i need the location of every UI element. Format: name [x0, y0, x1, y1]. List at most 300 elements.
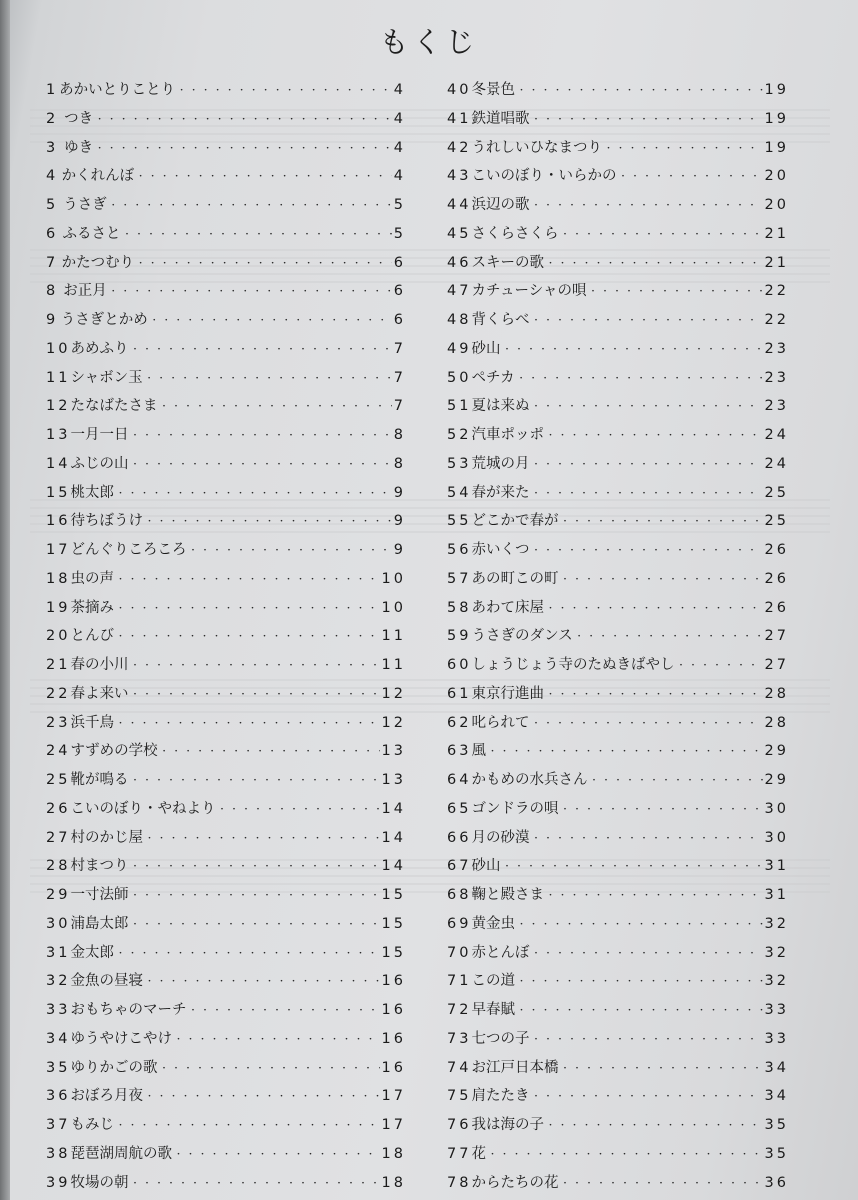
- toc-entry-title: うさぎのダンス: [471, 628, 573, 645]
- dot-leader: [145, 1087, 380, 1103]
- toc-entry: [447, 854, 789, 883]
- toc-entry-title: あめふり: [70, 340, 129, 357]
- dot-leader: [174, 1145, 380, 1161]
- toc-entry: [447, 164, 789, 193]
- toc-entry-number: 78: [447, 1174, 472, 1191]
- toc-entry-number: 56: [447, 542, 472, 558]
- toc-entry: [447, 107, 789, 136]
- toc-entry-number: 64: [447, 772, 472, 788]
- dot-leader: [177, 81, 392, 97]
- toc-entry-title: 金太郎: [70, 944, 114, 961]
- toc-entry: [447, 366, 789, 395]
- toc-column-left: [46, 78, 406, 1199]
- toc-entry-title: 浜辺の歌: [471, 197, 530, 213]
- toc-column-right: [447, 78, 789, 1199]
- toc-entry-number: 38: [46, 1145, 71, 1162]
- toc-entry-number: 7: [46, 254, 59, 271]
- toc-entry-page: 26: [764, 542, 789, 558]
- toc-entry: [46, 164, 406, 193]
- toc-entry-page: 33: [764, 1030, 789, 1047]
- toc-entry-page: 15: [381, 944, 406, 961]
- toc-entry-title: 砂山: [471, 858, 501, 875]
- toc-entry-title: 待ちぼうけ: [70, 513, 143, 530]
- dot-leader: [575, 627, 763, 643]
- dot-leader: [517, 369, 763, 385]
- dot-leader: [546, 426, 763, 442]
- toc-entry-title: お江戸日本橋: [471, 1059, 559, 1076]
- toc-entry-title: 鞠と殿さま: [471, 887, 544, 903]
- toc-entry-title: おぼろ月夜: [70, 1088, 143, 1105]
- toc-entry-number: 62: [447, 714, 472, 731]
- dot-leader: [130, 771, 379, 787]
- dot-leader: [502, 340, 762, 356]
- dot-leader: [145, 369, 392, 385]
- toc-entry-title: しょうじょう寺のたぬきばやし: [471, 657, 675, 673]
- toc-entry-number: 11: [46, 369, 71, 386]
- toc-entry-number: 35: [46, 1059, 71, 1076]
- dot-leader: [517, 1001, 763, 1017]
- toc-entry-number: 44: [447, 197, 472, 213]
- toc-entry-page: 8: [393, 427, 406, 443]
- dot-leader: [130, 685, 379, 701]
- dot-leader: [95, 110, 392, 126]
- toc-entry-page: 10: [381, 599, 406, 616]
- toc-entry-number: 20: [46, 628, 71, 645]
- toc-entry-page: 22: [764, 312, 789, 328]
- toc-entry-number: 51: [447, 398, 472, 415]
- toc-entry-number: 34: [46, 1030, 71, 1047]
- toc-entry: [46, 653, 406, 682]
- toc-entry-title: ゆき: [64, 139, 94, 156]
- toc-entry-number: 45: [447, 225, 472, 242]
- toc-entry-number: 32: [46, 973, 71, 990]
- toc-entry-page: 10: [381, 570, 406, 587]
- dot-leader: [488, 742, 763, 758]
- toc-entry: [46, 739, 406, 768]
- toc-entry-number: 75: [447, 1088, 472, 1105]
- toc-entry-title: 叱られて: [471, 714, 530, 731]
- toc-entry-title: 浜千鳥: [70, 714, 114, 731]
- toc-entry-number: 14: [46, 455, 71, 472]
- toc-entry: [447, 941, 789, 970]
- toc-entry-number: 70: [447, 944, 472, 961]
- toc-entry: [46, 1027, 406, 1056]
- toc-entry-page: 26: [764, 599, 789, 616]
- toc-entry-number: 6: [46, 225, 59, 242]
- toc-entry-number: 65: [447, 800, 472, 817]
- toc-entry: [46, 883, 406, 912]
- toc-entry-title: ペチカ: [471, 369, 515, 386]
- toc-entry-title: あかいとりことり: [59, 82, 176, 98]
- toc-entry: [447, 682, 789, 711]
- toc-entry-title: 春よ来い: [70, 685, 129, 702]
- dot-leader: [145, 972, 380, 988]
- toc-entry-title: さくらさくら: [471, 225, 559, 242]
- toc-entry: [447, 739, 789, 768]
- dot-leader: [560, 1059, 762, 1075]
- toc-entry-title: 月の砂漠: [471, 829, 530, 846]
- toc-entry-number: 39: [46, 1174, 71, 1191]
- toc-entry-page: 24: [764, 455, 789, 472]
- toc-entry-number: 48: [447, 312, 472, 328]
- toc-entry: [46, 136, 406, 165]
- dot-leader: [560, 1174, 762, 1190]
- dot-leader: [122, 225, 391, 241]
- toc-entry-title: ゆりかごの歌: [70, 1059, 158, 1076]
- dot-leader: [604, 139, 763, 155]
- toc-entry-title: 東京行進曲: [471, 685, 544, 702]
- toc-entry-page: 26: [764, 570, 789, 587]
- toc-entry-title: あわて床屋: [471, 599, 544, 616]
- toc-entry: [447, 452, 789, 481]
- toc-entry-number: 72: [447, 1002, 472, 1018]
- toc-entry-number: 66: [447, 829, 472, 846]
- dot-leader: [160, 742, 380, 758]
- toc-entry: [447, 653, 789, 682]
- toc-entry: [46, 481, 406, 510]
- dot-leader: [116, 570, 380, 586]
- dot-leader: [531, 196, 762, 212]
- toc-entry-number: 50: [447, 369, 472, 386]
- toc-entry-number: 67: [447, 858, 472, 875]
- toc-entry: [447, 1113, 789, 1142]
- toc-entry-title: シャボン玉: [70, 369, 143, 386]
- toc-entry-title: 桃太郎: [70, 484, 114, 501]
- toc-entry-title: 茶摘み: [70, 599, 114, 616]
- toc-entry-page: 14: [381, 829, 406, 846]
- toc-entry-title: カチューシャの唄: [471, 283, 587, 300]
- toc-entry: [46, 682, 406, 711]
- toc-entry: [46, 1142, 406, 1171]
- dot-leader: [517, 81, 763, 97]
- toc-entry-title: 春が来た: [471, 484, 530, 501]
- toc-entry-number: 29: [46, 887, 71, 903]
- toc-entry-number: 17: [46, 542, 71, 558]
- toc-entry-title: 村まつり: [70, 858, 129, 875]
- toc-entry-title: 虫の声: [70, 570, 114, 587]
- dot-leader: [589, 771, 762, 787]
- dot-leader: [130, 656, 379, 672]
- toc-entry: [447, 481, 789, 510]
- toc-entry-number: 47: [447, 283, 472, 300]
- dot-leader: [136, 167, 392, 183]
- toc-entry-title: 早春賦: [471, 1002, 515, 1018]
- toc-entry-page: 4: [393, 110, 406, 127]
- toc-entry: [46, 969, 406, 998]
- toc-entry-page: 24: [764, 427, 789, 443]
- dot-leader: [116, 1116, 380, 1132]
- toc-entry-title: 一月一日: [70, 427, 129, 443]
- toc-entry-page: 12: [381, 714, 406, 731]
- toc-entry-number: 43: [447, 168, 472, 185]
- toc-entry-page: 14: [381, 858, 406, 875]
- dot-leader: [560, 512, 762, 528]
- toc-entry: [447, 279, 789, 308]
- toc-entry-page: 12: [381, 685, 406, 702]
- dot-leader: [130, 915, 379, 931]
- toc-entry-number: 77: [447, 1145, 472, 1162]
- dot-leader: [531, 1030, 762, 1046]
- dot-leader: [531, 311, 762, 327]
- dot-leader: [560, 570, 762, 586]
- toc-entry-page: 25: [764, 484, 789, 501]
- toc-entry-number: 74: [447, 1059, 472, 1076]
- toc-entry: [46, 768, 406, 797]
- toc-entry-title: 浦島太郎: [70, 915, 129, 932]
- dot-leader: [531, 455, 762, 471]
- toc-entry: [447, 394, 789, 423]
- toc-entry-title: ゆうやけこやけ: [70, 1030, 172, 1047]
- toc-entry: [46, 509, 406, 538]
- toc-entry-page: 8: [393, 455, 406, 472]
- dot-leader: [531, 944, 762, 960]
- toc-entry: [447, 193, 789, 222]
- toc-entry-title: 風: [471, 743, 486, 760]
- dot-leader: [188, 541, 391, 557]
- toc-entry-page: 13: [381, 772, 406, 788]
- toc-entry-number: 57: [447, 570, 472, 587]
- toc-entry-title: こいのぼり・やねより: [70, 800, 216, 817]
- toc-entry: [46, 538, 406, 567]
- toc-entry: [447, 222, 789, 251]
- toc-entry: [46, 1171, 406, 1200]
- toc-entry-page: 33: [764, 1002, 789, 1018]
- toc-entry-number: 30: [46, 915, 71, 932]
- toc-entry: [447, 826, 789, 855]
- toc-entry-number: 22: [46, 685, 71, 702]
- toc-entry-page: 4: [393, 139, 406, 156]
- page-title: もくじ: [379, 25, 479, 59]
- toc-entry: [447, 509, 789, 538]
- toc-entry-page: 11: [381, 657, 406, 673]
- toc-entry-number: 8: [46, 283, 59, 300]
- toc-entry: [447, 969, 789, 998]
- dot-leader: [531, 829, 762, 845]
- toc-entry: [46, 337, 406, 366]
- dot-leader: [531, 541, 762, 557]
- dot-leader: [217, 800, 379, 816]
- dot-leader: [502, 857, 762, 873]
- dot-leader: [159, 397, 391, 413]
- toc-entry-title: つき: [64, 110, 94, 127]
- toc-entry-title: 汽車ポッポ: [471, 427, 544, 443]
- toc-entry-page: 17: [381, 1088, 406, 1105]
- toc-entry-title: うれしいひなまつり: [471, 139, 602, 156]
- toc-entry: [46, 366, 406, 395]
- toc-entry-title: 村のかじ屋: [70, 829, 143, 846]
- dot-leader: [588, 282, 762, 298]
- toc-entry-title: ふじの山: [70, 455, 129, 472]
- toc-entry-page: 27: [764, 628, 789, 645]
- toc-entry-title: 一寸法師: [70, 887, 129, 903]
- toc-entry-page: 7: [393, 398, 406, 415]
- dot-leader: [174, 1030, 380, 1046]
- dot-leader: [517, 972, 763, 988]
- toc-entry-title: 琵琶湖周航の歌: [70, 1145, 172, 1162]
- toc-entry-number: 1: [46, 82, 59, 98]
- dot-leader: [109, 282, 392, 298]
- dot-leader: [531, 110, 762, 126]
- toc-entry-title: 赤いくつ: [471, 542, 530, 558]
- dot-leader: [531, 397, 762, 413]
- toc-entry: [46, 107, 406, 136]
- toc-entry-page: 5: [393, 197, 406, 213]
- toc-entry-page: 6: [393, 254, 406, 271]
- toc-entry-title: スキーの歌: [471, 254, 544, 271]
- toc-entry-page: 16: [381, 1002, 406, 1018]
- dot-leader: [188, 1001, 379, 1017]
- toc-entry-number: 9: [46, 312, 59, 328]
- toc-entry-number: 60: [447, 657, 472, 673]
- toc-entry: [447, 251, 789, 280]
- toc-entry-title: 背くらべ: [471, 312, 530, 328]
- toc-entry-number: 73: [447, 1030, 472, 1047]
- toc-entry: [447, 883, 789, 912]
- dot-leader: [517, 915, 763, 931]
- toc-entry-title: 夏は来ぬ: [471, 398, 530, 415]
- toc-entry: [46, 1084, 406, 1113]
- toc-entry-number: 46: [447, 254, 472, 271]
- toc-entry-title: 赤とんぼ: [471, 944, 530, 961]
- dot-leader: [159, 1059, 379, 1075]
- toc-entry-page: 15: [381, 887, 406, 903]
- toc-entry: [46, 251, 406, 280]
- toc-entry-title: かたつむり: [61, 254, 135, 271]
- toc-entry-number: 26: [46, 800, 71, 817]
- toc-entry-page: 15: [381, 915, 406, 932]
- toc-entry-page: 34: [764, 1088, 789, 1105]
- toc-entry: [46, 998, 406, 1027]
- toc-entry-page: 18: [381, 1174, 406, 1191]
- toc-entry-page: 32: [764, 944, 789, 961]
- book-spine-shadow: [0, 0, 10, 1200]
- toc-entry: [447, 998, 789, 1027]
- toc-entry-page: 4: [393, 82, 406, 98]
- toc-entry-title: お正月: [63, 283, 107, 300]
- toc-entry: [447, 596, 789, 625]
- toc-entry: [447, 1056, 789, 1085]
- toc-entry-number: 49: [447, 340, 472, 357]
- dot-leader: [546, 599, 763, 615]
- dot-leader: [130, 1174, 379, 1190]
- toc-entry-number: 31: [46, 944, 71, 961]
- toc-entry: [46, 1056, 406, 1085]
- toc-entry: [447, 538, 789, 567]
- toc-entry-title: 七つの子: [471, 1030, 530, 1047]
- toc-entry: [46, 854, 406, 883]
- toc-entry-title: 春の小川: [70, 657, 129, 673]
- toc-entry-number: 18: [46, 570, 71, 587]
- dot-leader: [676, 656, 762, 672]
- dot-leader: [531, 1087, 762, 1103]
- toc-entry: [447, 1027, 789, 1056]
- toc-entry-page: 36: [764, 1174, 789, 1191]
- toc-entry-page: 29: [764, 772, 789, 788]
- toc-entry-number: 54: [447, 484, 472, 501]
- toc-entry-page: 31: [764, 887, 789, 903]
- toc-entry-page: 32: [764, 973, 789, 990]
- toc-entry-page: 25: [764, 513, 789, 530]
- toc-entry-number: 28: [46, 858, 71, 875]
- toc-entry-number: 69: [447, 915, 472, 932]
- toc-entry-page: 30: [764, 829, 789, 846]
- toc-entry-title: おもちゃのマーチ: [70, 1002, 187, 1018]
- dot-leader: [109, 196, 392, 212]
- dot-leader: [560, 800, 762, 816]
- dot-leader: [531, 484, 762, 500]
- toc-entry-page: 19: [764, 82, 789, 98]
- toc-entry-page: 29: [764, 743, 789, 760]
- toc-entry: [46, 222, 406, 251]
- toc-entry-page: 7: [393, 369, 406, 386]
- toc-entry: [46, 912, 406, 941]
- toc-entry: [46, 1113, 406, 1142]
- toc-entry-number: 36: [46, 1088, 71, 1105]
- toc-entry-number: 4: [46, 168, 59, 185]
- dot-leader: [145, 512, 392, 528]
- dot-leader: [531, 714, 762, 730]
- toc-entry-page: 5: [393, 225, 406, 242]
- toc-entry-number: 2: [46, 110, 59, 127]
- toc-entry-number: 24: [46, 743, 71, 760]
- toc-entry-page: 21: [764, 225, 789, 242]
- toc-entry: [447, 423, 789, 452]
- toc-entry-page: 7: [393, 340, 406, 357]
- dot-leader: [618, 167, 762, 183]
- toc-entry-title: あの町この町: [471, 570, 559, 587]
- toc-entry-title: 我は海の子: [471, 1117, 544, 1133]
- toc-entry: [447, 136, 789, 165]
- toc-entry-page: 14: [381, 800, 406, 817]
- toc-entry-number: 59: [447, 628, 472, 645]
- toc-entry-page: 35: [764, 1117, 789, 1133]
- toc-entry-title: たなばたさま: [70, 398, 158, 415]
- toc-entry-number: 3: [46, 139, 59, 156]
- dot-leader: [488, 1145, 763, 1161]
- dot-leader: [116, 484, 392, 500]
- toc-entry-page: 27: [764, 657, 789, 673]
- toc-entry-title: 金魚の昼寝: [70, 973, 143, 990]
- toc-entry-title: うさぎ: [63, 197, 107, 213]
- toc-entry-title: こいのぼり・いらかの: [471, 168, 617, 185]
- toc-entry-page: 31: [764, 858, 789, 875]
- toc-entry: [447, 624, 789, 653]
- toc-entry: [46, 78, 406, 107]
- toc-entry-page: 16: [381, 1059, 406, 1076]
- toc-entry-number: 27: [46, 829, 71, 846]
- dot-leader: [546, 886, 763, 902]
- toc-entry-page: 9: [393, 542, 406, 558]
- toc-entry-number: 52: [447, 427, 472, 443]
- toc-entry-page: 23: [764, 340, 789, 357]
- toc-entry: [46, 567, 406, 596]
- toc-entry-page: 6: [393, 312, 406, 328]
- toc-entry-number: 33: [46, 1002, 71, 1018]
- toc-entry-title: 靴が鳴る: [70, 772, 129, 788]
- toc-entry-title: 黄金虫: [471, 915, 515, 932]
- toc-entry-number: 40: [447, 82, 472, 98]
- toc-entry-number: 42: [447, 139, 472, 156]
- toc-entry-page: 20: [764, 197, 789, 213]
- toc-entry-page: 35: [764, 1145, 789, 1162]
- toc-entry-title: 鉄道唱歌: [471, 110, 530, 127]
- dot-leader: [145, 829, 380, 845]
- toc-entry-number: 53: [447, 455, 472, 472]
- toc-entry-page: 11: [381, 628, 406, 645]
- dot-leader: [150, 311, 392, 327]
- toc-entry-number: 41: [447, 110, 472, 127]
- dot-leader: [130, 340, 391, 356]
